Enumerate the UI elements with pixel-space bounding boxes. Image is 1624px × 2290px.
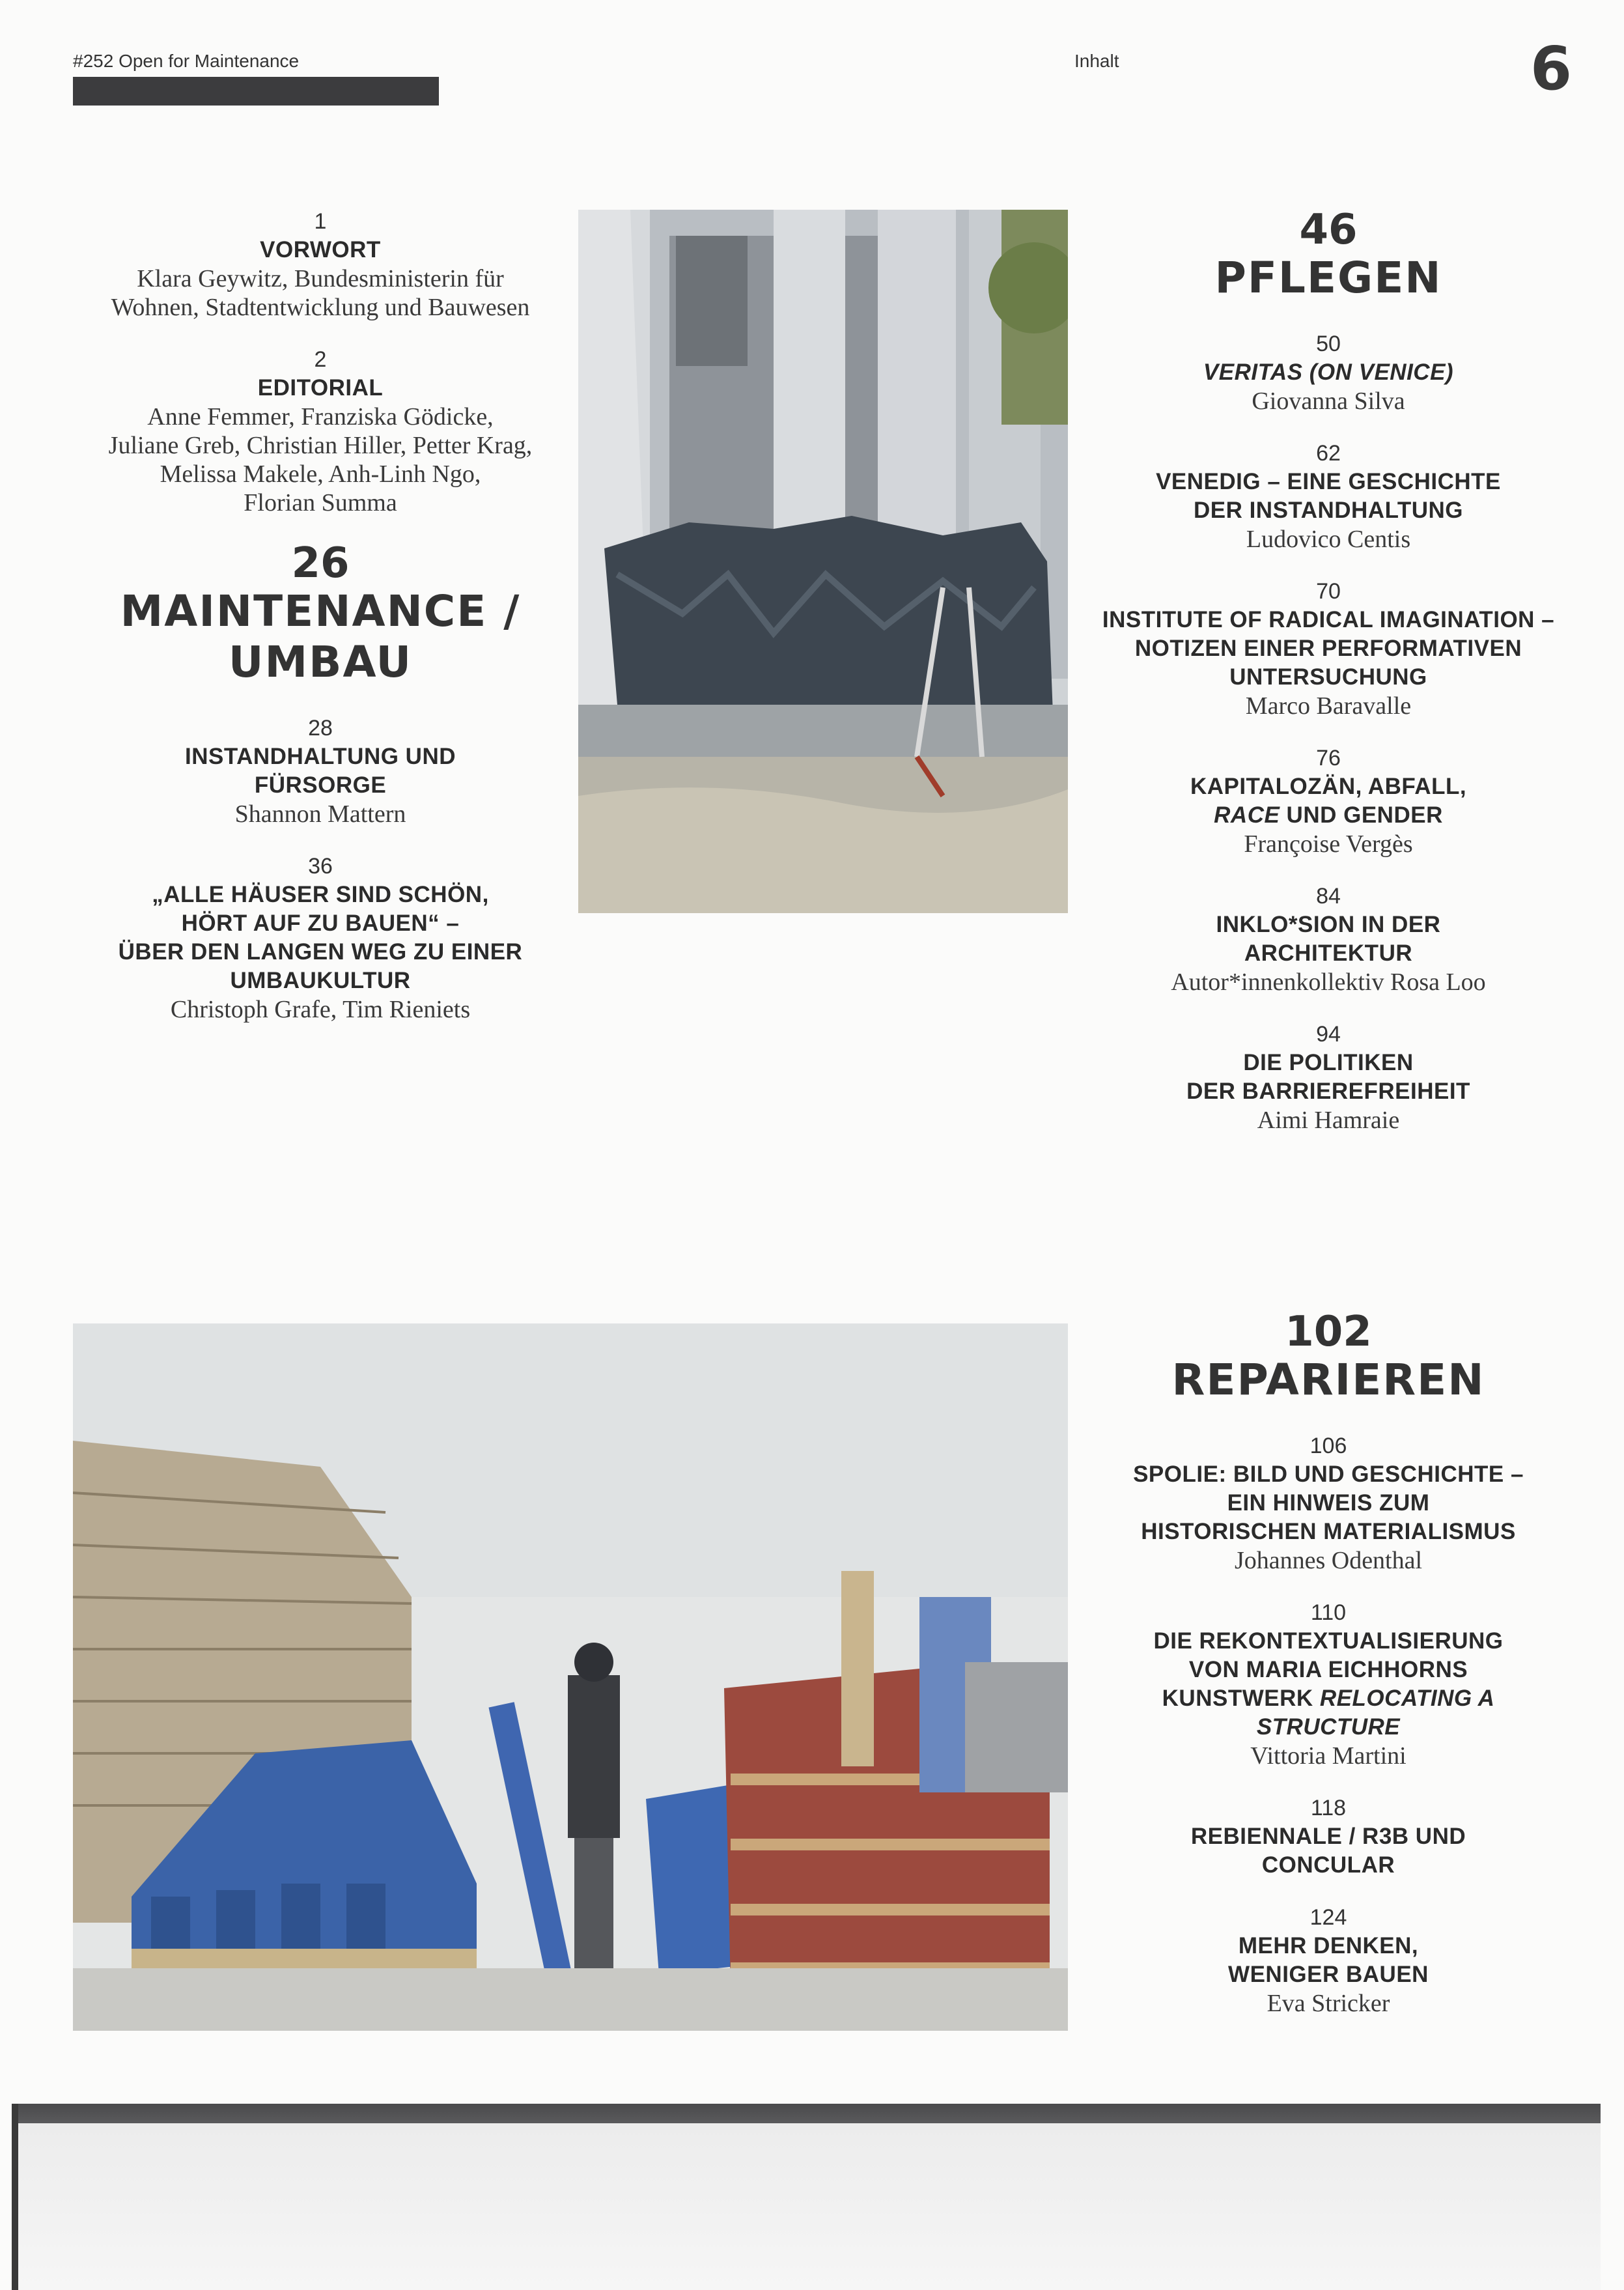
entry-page: 84 [1316,884,1341,909]
entry-author: Marco Baravalle [1245,692,1412,720]
entry-title: INSTITUTE OF RADICAL IMAGINATION – NOTIZEN EINER PERFORMATIVEN UNTERSUCHUNG [1102,607,1555,690]
entry-title: SPOLIE: BILD UND GESCHICHTE – EIN HINWEIS ZUM HISTORISCHEN MATERIALISMUS [1133,1462,1524,1544]
entry-author: Christoph Grafe, Tim Rieniets [170,996,471,1023]
entry-author: Aimi Hamraie [1257,1107,1400,1134]
entry-title-italic: RELOCATING A STRUCTURE [1256,1686,1495,1740]
entry-author: Ludovico Centis [1246,526,1411,553]
photo-colonnade-tarp [578,210,1068,913]
entry-page: 62 [1316,441,1341,466]
entry-page: 1 [314,209,327,234]
toc-entry[interactable] [1087,1903,1569,2018]
entry-title: VERITAS (ON VENICE) [1203,360,1454,385]
entry-page: 94 [1316,1022,1341,1047]
photo-lumber-stacks [73,1323,1068,2031]
entry-page: 36 [308,854,333,879]
section-label: Inhalt [1074,51,1119,71]
toc-entry[interactable] [1087,1020,1569,1135]
entry-author: Françoise Vergès [1244,830,1413,858]
entry-author: Vittoria Martini [1250,1742,1407,1770]
toc-entry[interactable] [1087,1598,1569,1770]
section-heading-pflegen[interactable] [1087,207,1569,304]
section-title: PFLEGEN [1214,253,1442,303]
page-number: 6 [1530,34,1572,104]
entry-title: VENEDIG – EINE GESCHICHTE DER INSTANDHALTUNG [1156,469,1501,523]
entry-title-italic: RACE [1214,802,1280,828]
entry-title-line: DIE REKONTEXTUALISIERUNG VON MARIA EICHHORNS KUNSTWERK [1153,1628,1504,1711]
toc-entry[interactable] [73,345,568,517]
bottom-bar-edge [12,2104,18,2290]
entry-page: 76 [1316,746,1341,770]
entry-page: 118 [1310,1796,1347,1820]
section-heading-maintenance[interactable] [73,541,568,688]
entry-title: REBIENNALE / R3B UND CONCULAR [1190,1824,1466,1878]
issue-title: #252 Open for Maintenance [73,51,300,71]
entry-author: Shannon Mattern [234,800,406,828]
entry-title: EDITORIAL [257,375,384,401]
toc-entry[interactable] [73,714,568,828]
entry-title: INSTANDHALTUNG UND FÜRSORGE [185,744,456,798]
entry-title: DIE POLITIKEN DER BARRIEREFREIHEIT [1186,1050,1470,1104]
entry-author: Anne Femmer, Franziska Gödicke, Juliane Greb, Christian Hiller, Petter Krag, Melissa Makele, Anh-Linh Ngo, Florian Summa [108,403,533,516]
entry-author: Autor*innenkollektiv Rosa Loo [1171,968,1486,996]
entry-page: 50 [1316,332,1341,356]
section-heading-reparieren[interactable] [1087,1309,1569,1406]
entry-title: INKLO*SION IN DER ARCHITEKTUR [1216,912,1441,966]
bottom-scan-bar [12,2104,1601,2290]
entry-page: 124 [1309,1905,1347,1930]
section-title: REPARIEREN [1171,1355,1485,1405]
toc-entry[interactable] [73,207,568,322]
toc-left-column [73,207,568,1047]
toc-right-column [1087,207,1569,1158]
entry-title-line: KAPITALOZÄN, ABFALL, [1190,774,1467,799]
section-page: 46 [1299,206,1358,254]
header-bar [73,77,439,106]
entry-author: Eva Stricker [1267,1990,1390,2017]
entry-author: Johannes Odenthal [1234,1547,1423,1574]
entry-title [1087,1627,1569,1742]
toc-entry[interactable] [1087,577,1569,720]
section-page: 26 [291,539,350,587]
entry-title-rest: UND GENDER [1280,802,1443,828]
entry-title: MEHR DENKEN, WENIGER BAUEN [1228,1933,1429,1987]
entry-page: 110 [1310,1600,1347,1625]
toc-entry[interactable] [1087,744,1569,858]
section-title: MAINTENANCE / UMBAU [120,586,521,687]
entry-page: 2 [314,347,327,372]
toc-entry[interactable] [1087,330,1569,416]
toc-entry[interactable] [1087,882,1569,997]
toc-entry[interactable] [1087,439,1569,554]
section-page: 102 [1285,1308,1372,1356]
entry-page: 106 [1309,1434,1347,1458]
entry-title: VORWORT [260,237,381,262]
toc-entry[interactable] [1087,1432,1569,1575]
entry-author: Giovanna Silva [1252,388,1405,415]
entry-author: Klara Geywitz, Bundesministerin für Wohnen, Stadtentwicklung und Bauwesen [111,265,530,321]
toc-entry[interactable] [1087,1794,1569,1880]
entry-page: 70 [1316,579,1341,604]
entry-page: 28 [308,716,333,741]
toc-repair-column [1087,1309,1569,2041]
entry-title [1087,772,1569,830]
toc-entry[interactable] [73,852,568,1024]
entry-title: „ALLE HÄUSER SIND SCHÖN, HÖRT AUF ZU BAUEN“ – ÜBER DEN LANGEN WEG ZU EINER UMBAUKULTUR [118,882,523,993]
